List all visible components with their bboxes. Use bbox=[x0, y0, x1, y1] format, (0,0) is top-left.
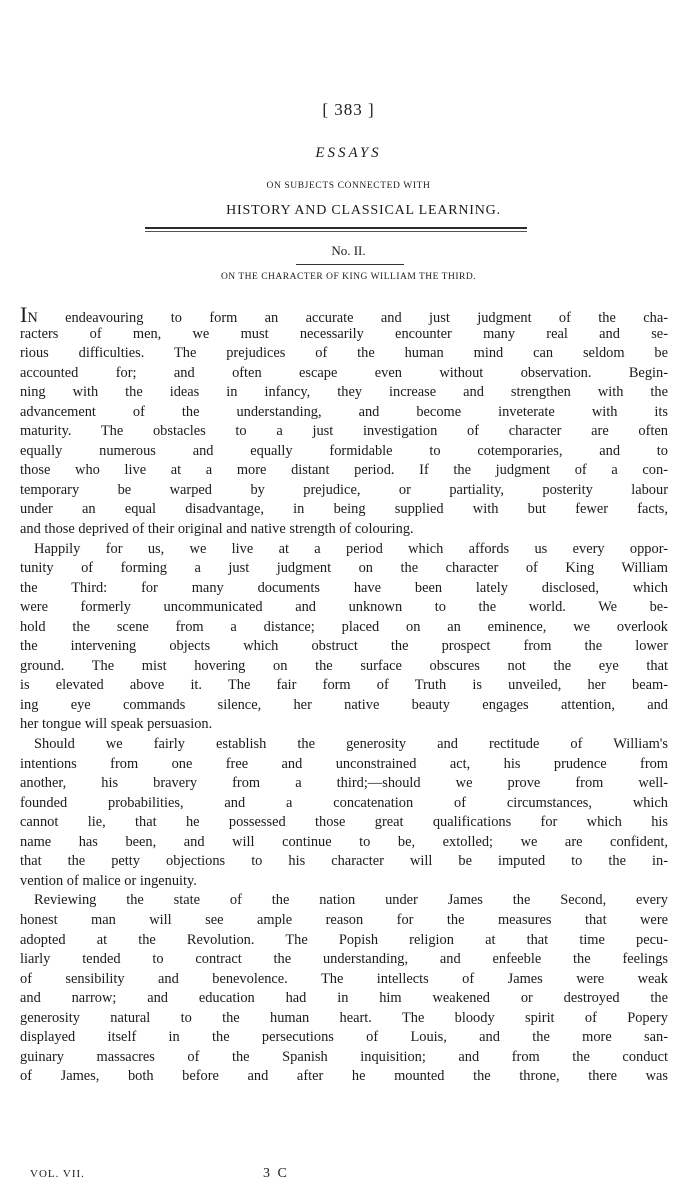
text-line: liarly tended to contract the understanding, and enfeeble the feelings bbox=[20, 951, 668, 968]
text-line: were formerly uncommunicated and unknown to the world. We be- bbox=[20, 599, 668, 616]
text-line: ing eye commands silence, her native beauty engages attention, and bbox=[20, 696, 668, 713]
text-line: generosity natural to the human heart. The bloody spirit of Popery bbox=[20, 1009, 668, 1026]
text-line: ground. The mist hovering on the surface obscures not the eye that bbox=[20, 657, 668, 674]
text-line: advancement of the understanding, and become inveterate with its bbox=[20, 403, 668, 420]
text-line: that the petty objections to his character will be imputed to the in- bbox=[20, 853, 668, 870]
text-line: racters of men, we must necessarily encounter many real and se- bbox=[20, 325, 668, 342]
text-line: cannot lie, that he possessed those great qualifications for which his bbox=[20, 814, 668, 831]
text-line: is elevated above it. The fair form of Truth is unveiled, her beam- bbox=[20, 677, 668, 694]
page-number: [ 383 ] bbox=[322, 100, 375, 119]
text-line bbox=[20, 302, 668, 327]
section-subject: HISTORY AND CLASSICAL LEARNING. bbox=[226, 203, 501, 218]
text-line: rious difficulties. The prejudices of the human mind can seldom be bbox=[20, 345, 668, 362]
text-line: the intervening objects which obstruct the prospect from the lower bbox=[20, 638, 668, 655]
text-line: vention of malice or ingenuity. bbox=[20, 872, 197, 889]
drop-cap: I bbox=[20, 302, 28, 327]
essay-body bbox=[20, 302, 668, 1087]
text-line: founded probabilities, and a concatenation of circumstances, which bbox=[20, 794, 668, 811]
volume-marker: VOL. VII. bbox=[30, 1168, 85, 1180]
text-line: and narrow; and education had in him weakened or destroyed the bbox=[20, 990, 668, 1007]
text-line: hold the scene from a distance; placed on an eminence, we overlook bbox=[20, 618, 668, 635]
double-rule-lower bbox=[145, 231, 527, 232]
text-line: another, his bravery from a third;—should we prove from well- bbox=[20, 775, 668, 792]
section-subheading: ON SUBJECTS CONNECTED WITH bbox=[266, 181, 431, 191]
article-title: ON THE CHARACTER OF KING WILLIAM THE THIRD. bbox=[220, 272, 477, 282]
short-rule bbox=[296, 264, 404, 265]
text-line: Reviewing the state of the nation under James the Second, every bbox=[34, 892, 668, 909]
text-line-rest: N endeavouring to form an accurate and just judgment of the cha- bbox=[27, 310, 668, 326]
text-line: ning with the ideas in infancy, they increase and strengthen with the bbox=[20, 384, 668, 401]
text-line: intentions from one free and unconstrained act, his prudence from bbox=[20, 755, 668, 772]
text-line: equally numerous and equally formidable to cotemporaries, and to bbox=[20, 442, 668, 459]
essay-number: No. II. bbox=[331, 243, 366, 258]
text-line: temporary be warped by prejudice, or partiality, posterity labour bbox=[20, 481, 668, 498]
text-line: of James, both before and after he mounted the throne, there was bbox=[20, 1068, 668, 1085]
text-line: the Third: for many documents have been lately disclosed, which bbox=[20, 579, 668, 596]
text-line: her tongue will speak persuasion. bbox=[20, 716, 213, 733]
text-line: name has been, and will continue to be, extolled; we are confident, bbox=[20, 833, 668, 850]
section-heading: ESSAYS bbox=[315, 145, 382, 161]
text-line: of sensibility and benevolence. The intellects of James were weak bbox=[20, 970, 668, 987]
text-line: Happily for us, we live at a period which affords us every oppor- bbox=[34, 540, 668, 557]
text-line: Should we fairly establish the generosity and rectitude of William's bbox=[34, 736, 668, 753]
double-rule bbox=[145, 227, 527, 229]
text-line: displayed itself in the persecutions of Louis, and the more san- bbox=[20, 1029, 668, 1046]
text-line: honest man will see ample reason for the measures that were bbox=[20, 911, 668, 928]
text-line: tunity of forming a just judgment on the character of King William bbox=[20, 560, 668, 577]
text-line: accounted for; and often escape even without observation. Begin- bbox=[20, 364, 668, 381]
text-line: under an equal disadvantage, in being supplied with but fewer facts, bbox=[20, 501, 668, 518]
text-line: and those deprived of their original and native strength of colouring. bbox=[20, 521, 414, 538]
text-line: those who live at a more distant period. If the judgment of a con- bbox=[20, 462, 668, 479]
text-line: adopted at the Revolution. The Popish religion at that time pecu- bbox=[20, 931, 668, 948]
text-line: maturity. The obstacles to a just investigation of character are often bbox=[20, 423, 668, 440]
signature-mark: 3 C bbox=[263, 1166, 289, 1181]
text-line: guinary massacres of the Spanish inquisition; and from the conduct bbox=[20, 1048, 668, 1065]
